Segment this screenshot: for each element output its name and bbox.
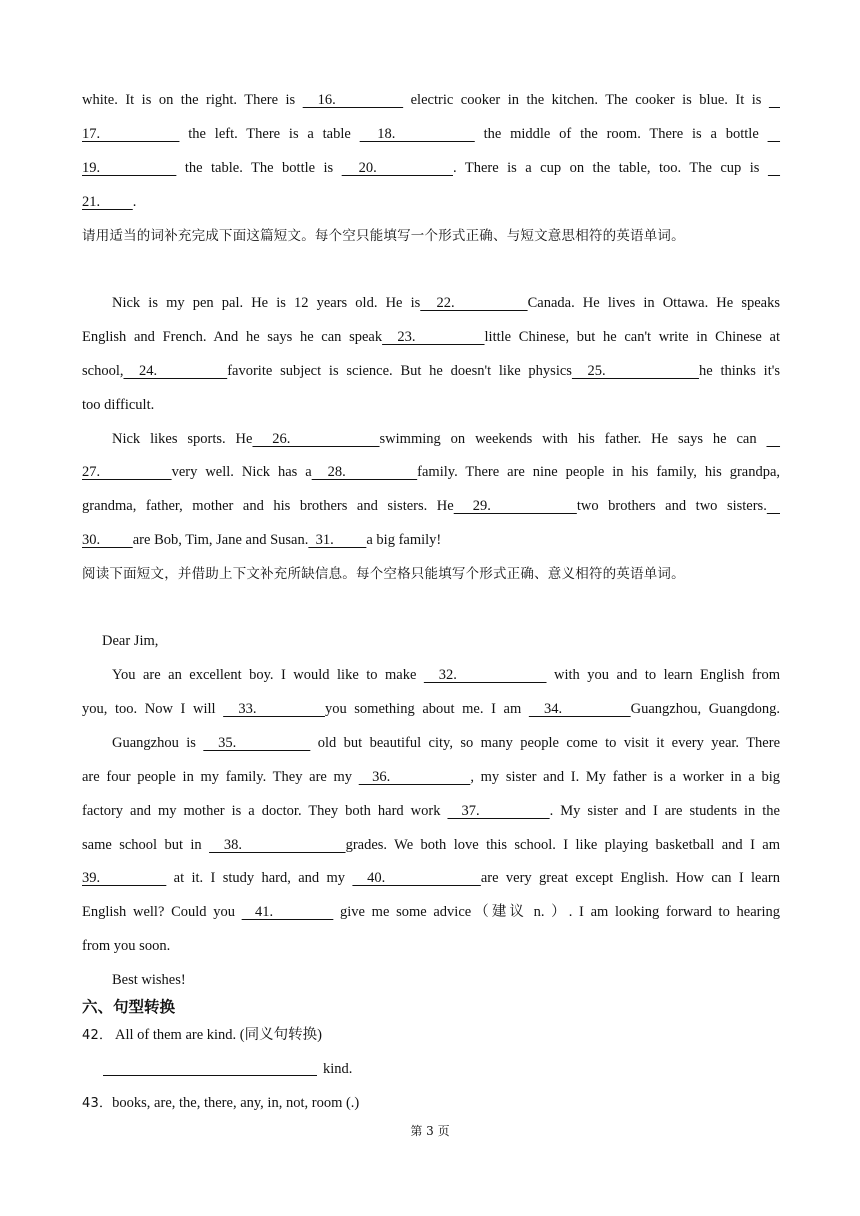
blank-38[interactable]: 38. bbox=[209, 837, 346, 853]
page-footer: 第 3 页 bbox=[410, 1124, 450, 1138]
blank-27[interactable]: 27. bbox=[82, 464, 172, 480]
passage1-line-4: 21. . bbox=[82, 194, 137, 210]
blank-22[interactable]: 22. bbox=[420, 295, 528, 311]
question-42-answer: kind. bbox=[103, 1058, 780, 1080]
question-42-text: All of them are kind. (同义句转换) bbox=[112, 1027, 322, 1043]
blank-trail bbox=[769, 92, 780, 108]
passage2-line-6: 27. very well. Nick has a 28. family. There are nine people in his family, his grandpa, bbox=[82, 464, 781, 480]
question-42-number: 42． bbox=[82, 1028, 113, 1043]
blank-31[interactable]: 31. bbox=[308, 532, 367, 548]
passage2-line-3: school, 24. favorite subject is science. But he doesn't like physics 25. he thinks it's bbox=[82, 363, 780, 379]
letter-line-6: same school but in 38. grades. We both love this school. I like playing basketball and I am bbox=[82, 837, 781, 853]
blank-25[interactable]: 25. bbox=[571, 363, 699, 379]
letter-closing: Best wishes! bbox=[112, 972, 186, 988]
passage1-line-1: white. It is on the right. There is 16. electric cooker in the kitchen. The cooker is blue. It is bbox=[82, 89, 780, 111]
blank-41[interactable]: 41. bbox=[241, 904, 334, 920]
letter-greeting: Dear Jim, bbox=[102, 633, 159, 649]
blank-28[interactable]: 28. bbox=[311, 464, 418, 480]
section6-heading: 六、句型转换 bbox=[82, 998, 176, 1016]
passage2-line-7: grandma, father, mother and his brothers and sisters. He 29. two brothers and two sisters. bbox=[82, 495, 780, 517]
passage2-line-5: Nick likes sports. He 26. swimming on weekends with his father. He says he can bbox=[112, 428, 780, 450]
blank-29[interactable]: 29. bbox=[453, 498, 577, 514]
blank-24[interactable]: 24. bbox=[123, 363, 228, 379]
blank-36[interactable]: 36. bbox=[358, 769, 471, 785]
passage2-line-4: too difficult. bbox=[82, 397, 155, 413]
passage2-line-8: 30. are Bob, Tim, Jane and Susan. 31. a big family! bbox=[82, 532, 442, 548]
instruction-1: 请用适当的词补充完成下面这篇短文。每个空只能填写一个形式正确、与短文意思相符的英语单词。 bbox=[82, 228, 685, 244]
answer-line-42[interactable] bbox=[103, 1059, 317, 1076]
instruction-2: 阅读下面短文，并借助上下文补充所缺信息。每个空格只能填写个形式正确、意义相符的英语单词。 bbox=[82, 566, 685, 582]
blank-trail bbox=[767, 498, 780, 514]
letter-line-2: you, too. Now I will 33. you something about me. I am 34. Guangzhou, Guangdong. bbox=[82, 701, 780, 717]
letter-line-4: are four people in my family. They are my 36. , my sister and I. My father is a worker in a big bbox=[82, 769, 781, 785]
blank-34[interactable]: 34. bbox=[528, 701, 631, 717]
blank-18[interactable]: 18. bbox=[359, 126, 475, 142]
blank-16[interactable]: 16. bbox=[302, 92, 404, 108]
letter-line-5: factory and my mother is a doctor. They both hard work 37. . My sister and I are students in the bbox=[82, 803, 780, 819]
blank-39[interactable]: 39. bbox=[82, 870, 167, 886]
blank-32[interactable]: 32. bbox=[423, 667, 547, 683]
blank-40[interactable]: 40. bbox=[352, 870, 481, 886]
blank-trail bbox=[768, 160, 780, 176]
blank-37[interactable]: 37. bbox=[447, 803, 550, 819]
blank-19[interactable]: 19. bbox=[82, 160, 177, 176]
letter-line-9: from you soon. bbox=[82, 938, 171, 954]
passage2-line-1: Nick is my pen pal. He is 12 years old. He is 22. Canada. He lives in Ottawa. He speaks bbox=[112, 295, 780, 311]
question-42 bbox=[82, 1024, 780, 1047]
blank-26[interactable]: 26. bbox=[252, 431, 380, 447]
letter-line-7: 39. at it. I study hard, and my 40. are very great except English. How can I learn bbox=[82, 870, 781, 886]
letter-line-8: English well? Could you 41. give me some advice（建议 n. ）. I am looking forward to hearing bbox=[82, 904, 780, 920]
blank-33[interactable]: 33. bbox=[223, 701, 325, 717]
question-43-text: books, are, the, there, any, in, not, room (.) bbox=[112, 1095, 360, 1111]
passage1-line-2: 17. the left. There is a table 18. the middle of the room. There is a bottle bbox=[82, 123, 780, 145]
blank-35[interactable]: 35. bbox=[203, 735, 311, 751]
letter-line-1: You are an excellent boy. I would like to make 32. with you and to learn English from bbox=[112, 667, 781, 683]
passage1-line-3: 19. the table. The bottle is 20. . There is a cup on the table, too. The cup is bbox=[82, 157, 780, 179]
blank-23[interactable]: 23. bbox=[382, 329, 485, 345]
passage2-line-2: English and French. And he says he can speak 23. little Chinese, but he can't write in Chinese at bbox=[82, 329, 780, 345]
blank-20[interactable]: 20. bbox=[341, 160, 453, 176]
blank-17[interactable]: 17. bbox=[82, 126, 180, 142]
blank-30[interactable]: 30. bbox=[82, 532, 133, 548]
blank-trail bbox=[768, 126, 780, 142]
question-43-number: 43． bbox=[82, 1096, 113, 1111]
blank-trail bbox=[766, 431, 780, 447]
letter-line-3: Guangzhou is 35. old but beautiful city, so many people come to visit it every year. There bbox=[112, 735, 781, 751]
question-43 bbox=[82, 1092, 780, 1115]
blank-21[interactable]: 21. bbox=[82, 194, 133, 210]
